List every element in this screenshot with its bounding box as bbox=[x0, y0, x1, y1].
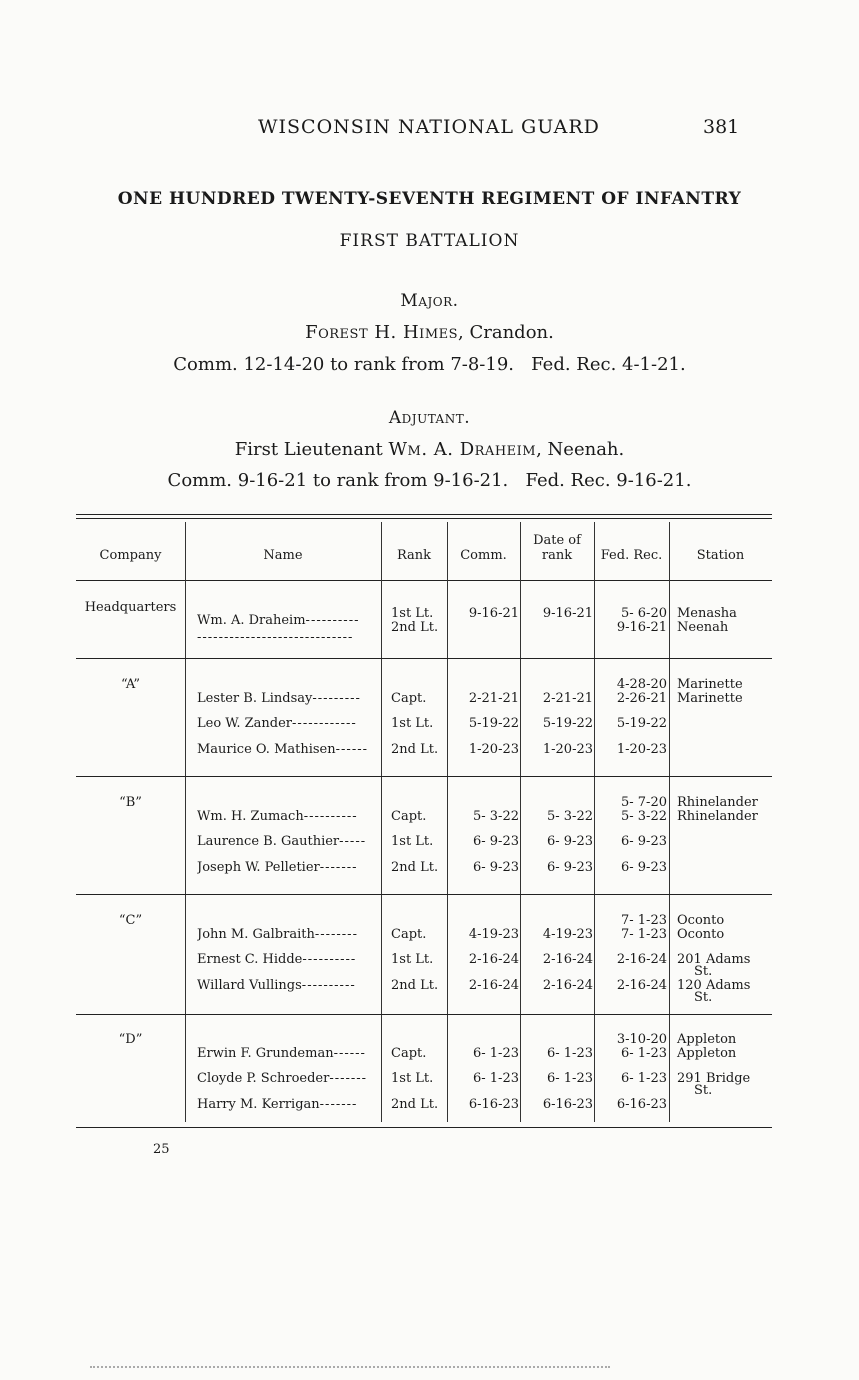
date-of-rank: 6- 9-23 bbox=[546, 834, 593, 849]
table-row-name-cell bbox=[197, 1046, 379, 1061]
date-of-rank: 2-16-24 bbox=[542, 978, 593, 993]
dot-leader: ----- bbox=[339, 834, 367, 849]
battalion-title: FIRST BATTALION bbox=[339, 231, 520, 251]
running-title: WISCONSIN NATIONAL GUARD bbox=[258, 116, 600, 138]
comm-date: 5-19-22 bbox=[468, 716, 519, 731]
col-header-fed-rec: Fed. Rec. bbox=[600, 548, 663, 563]
col-header-rank: Rank bbox=[396, 548, 432, 563]
comm-date: 6- 1-23 bbox=[472, 1071, 519, 1086]
date-of-rank: 4-19-23 bbox=[542, 927, 593, 942]
group-separator bbox=[76, 894, 772, 895]
dot-leader: ---------- bbox=[301, 978, 356, 993]
company-label: Headquarters bbox=[84, 600, 177, 615]
station-line-2: St. bbox=[694, 964, 713, 979]
dot-leader: ---------- bbox=[302, 952, 357, 967]
comm-date: 2-16-24 bbox=[468, 952, 519, 967]
officer-name: Wm. H. Zumach bbox=[197, 809, 304, 824]
company-label: “C” bbox=[118, 913, 143, 928]
group-separator bbox=[76, 658, 772, 659]
rank: Capt. bbox=[391, 809, 427, 824]
date-of-rank: 5- 3-22 bbox=[546, 809, 593, 824]
comm-date: 6-16-23 bbox=[468, 1097, 519, 1112]
officer-name: Cloyde P. Schroeder bbox=[197, 1071, 330, 1086]
table-row-name-cell bbox=[197, 613, 379, 628]
table-row-name-cell bbox=[197, 978, 379, 993]
table-row-name-cell bbox=[197, 1071, 379, 1086]
officer-name: Lester B. Lindsay bbox=[197, 691, 313, 706]
fed-rec-date: 7- 1-23 bbox=[620, 927, 667, 942]
dot-leader: ------- bbox=[319, 860, 358, 875]
fed-rec-date: 1-20-23 bbox=[616, 742, 667, 757]
comm-date: 6- 9-23 bbox=[472, 860, 519, 875]
rank: 2nd Lt. bbox=[391, 620, 439, 635]
table-row-name-cell bbox=[197, 716, 379, 731]
dot-leader: ------ bbox=[335, 742, 368, 757]
fed-rec-date: 2-26-21 bbox=[616, 691, 667, 706]
station: Oconto bbox=[677, 927, 725, 942]
col-header-date-2: rank bbox=[541, 548, 573, 563]
col-header-date-1: Date of bbox=[533, 533, 581, 548]
major-commission: Comm. 12-14-20 to rank from 7-8-19. Fed. Rec. 4-1-21. bbox=[173, 354, 686, 375]
group-separator bbox=[76, 776, 772, 777]
station: 291 Bridge bbox=[677, 1071, 751, 1086]
comm-date: 6- 9-23 bbox=[472, 834, 519, 849]
station: Oconto bbox=[677, 913, 725, 928]
company-label: “B” bbox=[119, 795, 142, 810]
rank: 1st Lt. bbox=[391, 834, 434, 849]
comm-date: 2-16-24 bbox=[468, 978, 519, 993]
rank: Capt. bbox=[391, 691, 427, 706]
comm-date: 4-19-23 bbox=[468, 927, 519, 942]
fed-rec-date: 5-19-22 bbox=[616, 716, 667, 731]
station: Marinette bbox=[677, 677, 743, 692]
major-name-sc: Forest H. Himes bbox=[305, 322, 459, 343]
table-row-name-cell bbox=[197, 809, 379, 824]
col-header-name: Name bbox=[263, 548, 303, 563]
dot-leader: ----------------------------- bbox=[197, 630, 354, 645]
officer-name: Joseph W. Pelletier bbox=[197, 860, 320, 875]
company-label: “A” bbox=[120, 677, 141, 692]
officer-name: Willard Vullings bbox=[197, 978, 302, 993]
rank: 1st Lt. bbox=[391, 1071, 434, 1086]
page-number: 381 bbox=[703, 116, 740, 138]
adjutant-name-sc: Wm. A. Draheim bbox=[388, 439, 537, 460]
dot-leader: ------ bbox=[333, 1046, 366, 1061]
station: Rhinelander bbox=[677, 809, 758, 824]
fed-rec-date: 2-16-24 bbox=[616, 978, 667, 993]
col-divider-2 bbox=[381, 522, 382, 1122]
table-row-name-cell bbox=[197, 630, 379, 645]
table-row-name-cell bbox=[197, 691, 379, 706]
station: Appleton bbox=[677, 1046, 737, 1061]
dot-leader: ------- bbox=[319, 1097, 358, 1112]
station: Menasha bbox=[677, 606, 737, 621]
station: Marinette bbox=[677, 691, 743, 706]
fed-rec-date: 5- 6-20 bbox=[620, 606, 667, 621]
dot-leader: ---------- bbox=[303, 809, 358, 824]
company-label: “D” bbox=[118, 1032, 143, 1047]
fed-rec-date: 9-16-21 bbox=[616, 620, 667, 635]
fed-rec-date: 6- 9-23 bbox=[620, 834, 667, 849]
station-line-2: St. bbox=[694, 1083, 713, 1098]
dot-leader: ------------ bbox=[292, 716, 357, 731]
table-row-name-cell bbox=[197, 1097, 379, 1112]
dot-leader: ---------- bbox=[305, 613, 360, 628]
comm-date: 9-16-21 bbox=[468, 606, 519, 621]
header-rule bbox=[76, 580, 772, 581]
fed-rec-date: 5- 3-22 bbox=[620, 809, 667, 824]
fed-rec-date: 2-16-24 bbox=[616, 952, 667, 967]
date-of-rank: 1-20-23 bbox=[542, 742, 593, 757]
rank: 2nd Lt. bbox=[391, 1097, 439, 1112]
date-of-rank: 5-19-22 bbox=[542, 716, 593, 731]
date-of-rank: 6- 1-23 bbox=[546, 1046, 593, 1061]
rank: Capt. bbox=[391, 1046, 427, 1061]
table-bottom-rule bbox=[76, 1127, 772, 1128]
officer-name: Ernest C. Hidde bbox=[197, 952, 303, 967]
comm-date: 2-21-21 bbox=[468, 691, 519, 706]
col-divider-6 bbox=[669, 522, 670, 1122]
adjutant-name-pre: First Lieutenant bbox=[234, 439, 389, 460]
fed-rec-date: 6- 9-23 bbox=[620, 860, 667, 875]
col-divider-1 bbox=[185, 522, 186, 1122]
bottom-print-artifact bbox=[90, 1366, 610, 1368]
dot-leader: --------- bbox=[312, 691, 361, 706]
dot-leader: ------- bbox=[329, 1071, 368, 1086]
comm-date: 1-20-23 bbox=[468, 742, 519, 757]
comm-date: 6- 1-23 bbox=[472, 1046, 519, 1061]
col-header-comm: Comm. bbox=[460, 548, 507, 563]
fed-rec-date: 6- 1-23 bbox=[620, 1071, 667, 1086]
table-top-rule-1 bbox=[76, 514, 772, 515]
station: Appleton bbox=[677, 1032, 737, 1047]
rank: 2nd Lt. bbox=[391, 978, 439, 993]
col-header-company: Company bbox=[99, 548, 162, 563]
rank: 1st Lt. bbox=[391, 606, 434, 621]
table-row-name-cell bbox=[197, 742, 379, 757]
dot-leader: -------- bbox=[314, 927, 358, 942]
station-line-2: St. bbox=[694, 990, 713, 1005]
regiment-title: ONE HUNDRED TWENTY-SEVENTH REGIMENT OF INFANTRY bbox=[117, 189, 742, 209]
officer-name: Leo W. Zander bbox=[197, 716, 293, 731]
officer-name: Laurence B. Gauthier bbox=[197, 834, 340, 849]
station: 120 Adams bbox=[677, 978, 751, 993]
group-separator bbox=[76, 1014, 772, 1015]
rank: 2nd Lt. bbox=[391, 742, 439, 757]
major-name-suffix: , Crandon. bbox=[458, 322, 554, 343]
table-row-name-cell bbox=[197, 952, 379, 967]
comm-date: 5- 3-22 bbox=[472, 809, 519, 824]
date-of-rank: 2-16-24 bbox=[542, 952, 593, 967]
rank: 1st Lt. bbox=[391, 716, 434, 731]
fed-rec-date: 6-16-23 bbox=[616, 1097, 667, 1112]
date-of-rank: 9-16-21 bbox=[542, 606, 593, 621]
adjutant-name-post: , Neenah. bbox=[536, 439, 625, 460]
station: 201 Adams bbox=[677, 952, 751, 967]
officer-name: Maurice O. Mathisen bbox=[197, 742, 336, 757]
officer-name: John M. Galbraith bbox=[197, 927, 315, 942]
date-of-rank: 6-16-23 bbox=[542, 1097, 593, 1112]
officer-name: Wm. A. Draheim bbox=[197, 613, 306, 628]
adjutant-commission: Comm. 9-16-21 to rank from 9-16-21. Fed. Rec. 9-16-21. bbox=[167, 470, 692, 491]
station: Rhinelander bbox=[677, 795, 758, 810]
fed-rec-date: 7- 1-23 bbox=[620, 913, 667, 928]
major-name bbox=[0, 322, 859, 343]
table-row-name-cell bbox=[197, 927, 379, 942]
table-row-name-cell bbox=[197, 834, 379, 849]
officer-name: Erwin F. Grundeman bbox=[197, 1046, 334, 1061]
fed-rec-date: 5- 7-20 bbox=[620, 795, 667, 810]
rank: 2nd Lt. bbox=[391, 860, 439, 875]
signature-mark: 25 bbox=[153, 1142, 170, 1157]
fed-rec-date: 3-10-20 bbox=[616, 1032, 667, 1047]
station: Neenah bbox=[677, 620, 729, 635]
table-top-rule-2 bbox=[76, 518, 772, 519]
date-of-rank: 6- 9-23 bbox=[546, 860, 593, 875]
table-row-name-cell bbox=[197, 860, 379, 875]
adjutant-heading: Adjutant. bbox=[388, 408, 471, 428]
rank: Capt. bbox=[391, 927, 427, 942]
adjutant-name bbox=[0, 439, 859, 460]
officer-name: Harry M. Kerrigan bbox=[197, 1097, 320, 1112]
major-heading: Major. bbox=[400, 291, 459, 311]
rank: 1st Lt. bbox=[391, 952, 434, 967]
col-header-station: Station bbox=[696, 548, 745, 563]
fed-rec-date: 4-28-20 bbox=[616, 677, 667, 692]
date-of-rank: 2-21-21 bbox=[542, 691, 593, 706]
date-of-rank: 6- 1-23 bbox=[546, 1071, 593, 1086]
fed-rec-date: 6- 1-23 bbox=[620, 1046, 667, 1061]
